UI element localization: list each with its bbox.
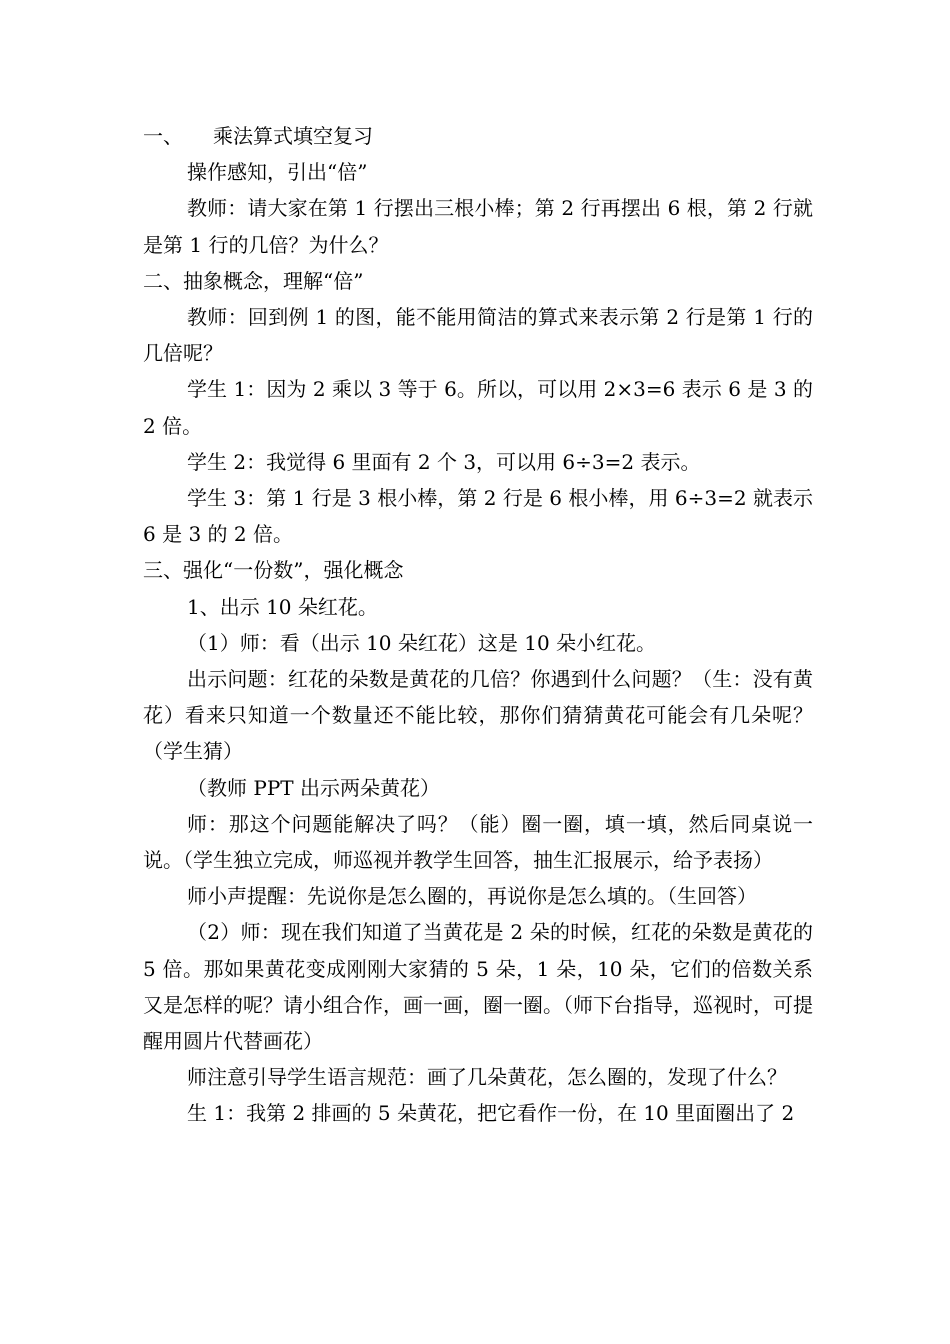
paragraph: （1）师：看（出示 10 朵红花）这是 10 朵小红花。 bbox=[187, 630, 657, 655]
heading-text: 乘法算式填空复习 bbox=[213, 124, 373, 148]
heading-number: 一、 bbox=[143, 124, 183, 148]
paragraph: 生 1：我第 2 排画的 5 朵黄花，把它看作一份，在 10 里面圈出了 2 bbox=[187, 1101, 795, 1126]
section-heading-1 bbox=[143, 118, 813, 154]
paragraph: 学生 1：因为 2 乘以 3 等于 6。所以，可以用 2×3=6 表示 6 是 3 的 2 倍。 bbox=[143, 377, 813, 438]
paragraph: 1、出示 10 朵红花。 bbox=[187, 594, 378, 619]
paragraph: 师：那这个问题能解决了吗？（能）圈一圈，填一填，然后同桌说一说。（学生独立完成，师巡视并教学生回答，抽生汇报展示，给予表扬） bbox=[143, 811, 813, 873]
paragraph: 出示问题：红花的朵数是黄花的几倍？你遇到什么问题？（生：没有黄花）看来只知道一个数量还不能比较，那你们猜猜黄花可能会有几朵呢？（学生猜） bbox=[143, 667, 813, 764]
paragraph: 教师：回到例 1 的图，能不能用简洁的算式来表示第 2 行是第 1 行的几倍呢？ bbox=[143, 305, 813, 366]
paragraph: 师注意引导学生语言规范：画了几朵黄花，怎么圈的，发现了什么？ bbox=[187, 1065, 787, 1090]
paragraph: 学生 2：我觉得 6 里面有 2 个 3，可以用 6÷3=2 表示。 bbox=[187, 449, 701, 474]
paragraph: （2）师：现在我们知道了当黄花是 2 朵的时候，红花的朵数是黄花的 5 倍。那如果黄花变成刚刚大家猜的 5 朵，1 朵，10 朵，它们的倍数关系又是怎样的呢？请小组合作，画一画，圈一圈。（师下台指导，巡视时，可提醒用圆片代替画花） bbox=[143, 920, 813, 1054]
document-body bbox=[143, 118, 813, 1132]
section-heading-3: 三、强化“一份数”，强化概念 bbox=[143, 558, 404, 583]
section-heading-2: 二、抽象概念，理解“倍” bbox=[143, 268, 364, 293]
paragraph: （教师 PPT 出示两朵黄花） bbox=[187, 775, 440, 800]
paragraph: 教师：请大家在第 1 行摆出三根小棒；第 2 行再摆出 6 根，第 2 行就是第 1 行的几倍？为什么？ bbox=[143, 196, 813, 257]
paragraph: 操作感知，引出“倍” bbox=[187, 160, 368, 185]
paragraph: 师小声提醒：先说你是怎么圈的，再说你是怎么填的。（生回答） bbox=[187, 884, 757, 909]
paragraph: 学生 3：第 1 行是 3 根小棒，第 2 行是 6 根小棒，用 6÷3=2 就表示 6 是 3 的 2 倍。 bbox=[143, 486, 813, 547]
